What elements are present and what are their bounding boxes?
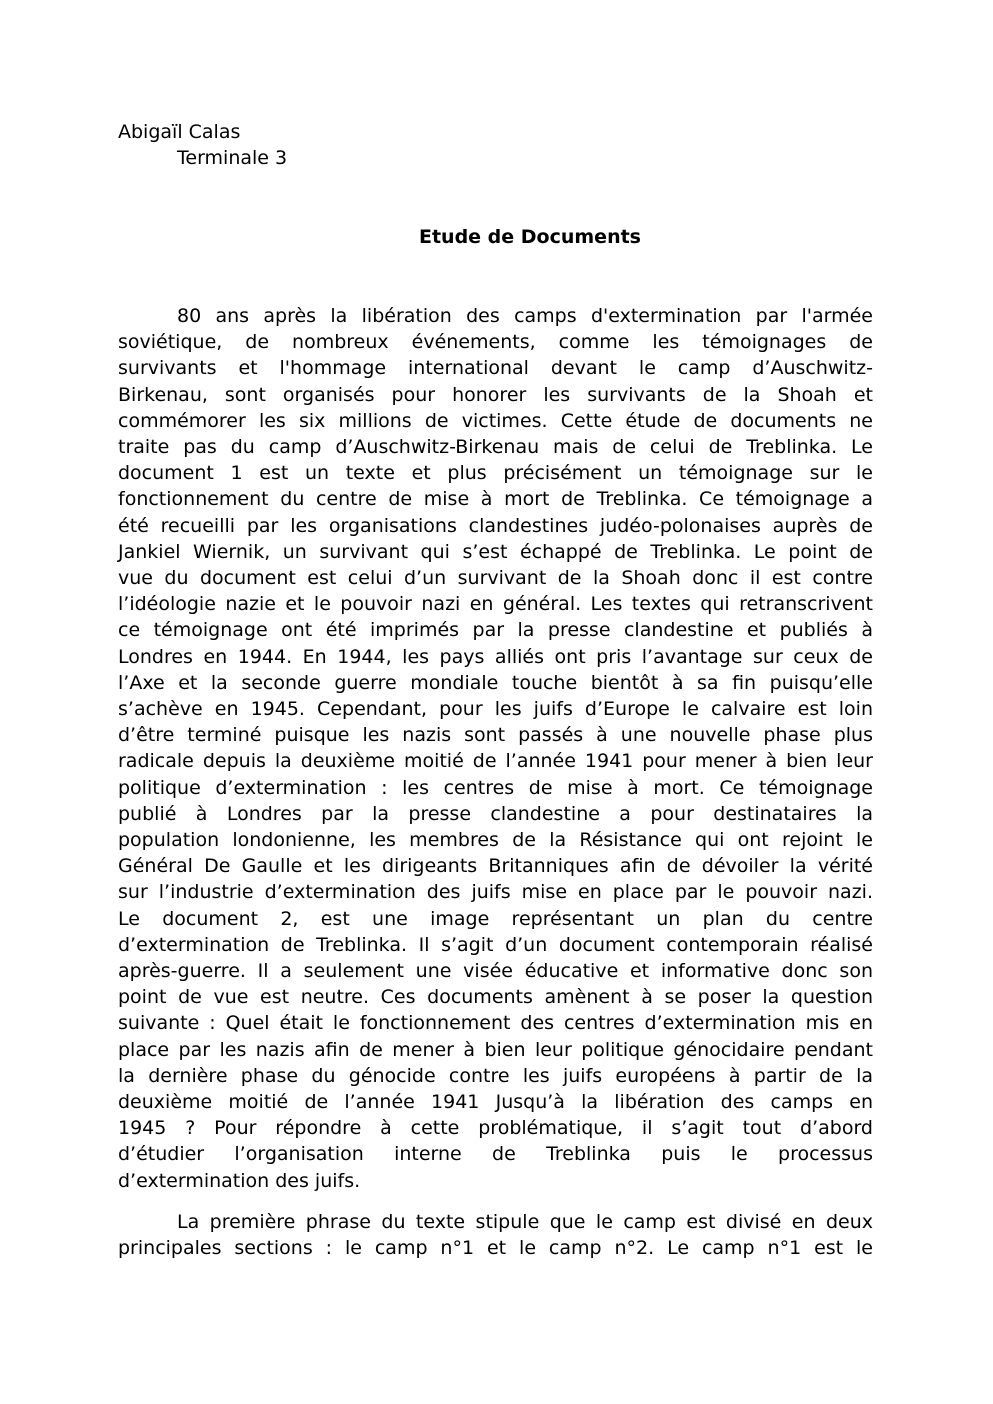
text-line: d’extermination des juifs. xyxy=(118,1169,361,1192)
text-line: d’étudier l’organisation interne de Treblinka puis le processus xyxy=(118,1143,873,1166)
author-name: Abigaïl Calas xyxy=(118,121,241,143)
text-line: vue du document est celui d’un survivant de la Shoah donc il est contre xyxy=(118,567,873,589)
text-line: sur l’industrie d’extermination des juifs mise en place par le pouvoir nazi. xyxy=(118,881,873,904)
text-line: deuxième moitié de l’année 1941 Jusqu’à la libération des camps en xyxy=(118,1091,873,1113)
text-line: après-guerre. Il a seulement une visée éducative et informative donc son xyxy=(118,960,873,982)
text-line: commémorer les six millions de victimes. Cette étude de documents ne xyxy=(118,409,873,432)
text-line: fonctionnement du centre de mise à mort de Treblinka. Ce témoignage a xyxy=(118,488,873,511)
text-line: principales sections : le camp n°1 et le camp n°2. Le camp n°1 est le xyxy=(118,1237,873,1260)
text-line: Le document 2, est une image représentant un plan du centre xyxy=(118,907,873,930)
text-line: ce témoignage ont été imprimés par la presse clandestine et publiés à xyxy=(118,619,873,642)
class-name: Terminale 3 xyxy=(177,147,288,169)
text-line: radicale depuis la deuxième moitié de l’année 1941 pour mener à bien leur xyxy=(118,750,873,773)
text-line: document 1 est un texte et plus précisément un témoignage sur le xyxy=(118,462,873,485)
text-line: publié à Londres par la presse clandestine a pour destinataires la xyxy=(118,802,873,825)
text-line: survivants et l'hommage international devant le camp d’Auschwitz- xyxy=(118,357,873,380)
text-line: soviétique, de nombreux événements, comme les témoignages de xyxy=(118,331,873,354)
text-line: la dernière phase du génocide contre les juifs européens à partir de la xyxy=(118,1064,873,1087)
text-line: point de vue est neutre. Ces documents amènent à se poser la question xyxy=(118,986,873,1009)
text-line: d’être terminé puisque les nazis sont passés à une nouvelle phase plus xyxy=(118,724,873,747)
text-line: été recueilli par les organisations clandestines judéo-polonaises auprès de xyxy=(118,514,873,537)
text-line: s’achève en 1945. Cependant, pour les juifs d’Europe le calvaire est loin xyxy=(118,698,873,720)
text-line: traite pas du camp d’Auschwitz-Birkenau mais de celui de Treblinka. Le xyxy=(118,436,873,458)
text-line: l’idéologie nazie et le pouvoir nazi en général. Les textes qui retranscrivent xyxy=(118,593,873,616)
text-line: La première phrase du texte stipule que le camp est divisé en deux xyxy=(177,1211,873,1233)
text-line: 80 ans après la libération des camps d'extermination par l'armée xyxy=(177,305,873,327)
text-line: population londonienne, les membres de la Résistance qui ont rejoint le xyxy=(118,829,873,851)
text-line: suivante : Quel était le fonctionnement des centres d’extermination mis en xyxy=(118,1012,873,1035)
text-line: politique d’extermination : les centres de mise à mort. Ce témoignage xyxy=(118,776,873,799)
document-title: Etude de Documents xyxy=(418,226,641,248)
text-line: Général De Gaulle et les dirigeants Britanniques afin de dévoiler la vérité xyxy=(118,855,873,878)
text-line: d’extermination de Treblinka. Il s’agit d’un document contemporain réalisé xyxy=(118,933,873,956)
text-line: Jankiel Wiernik, un survivant qui s’est échappé de Treblinka. Le point de xyxy=(118,540,873,563)
text-line: l’Axe et la seconde guerre mondiale touche bientôt à sa fin puisqu’elle xyxy=(118,671,873,694)
text-line: Birkenau, sont organisés pour honorer les survivants de la Shoah et xyxy=(118,383,873,406)
text-line: 1945 ? Pour répondre à cette problématique, il s’agit tout d’abord xyxy=(118,1117,873,1140)
text-line: Londres en 1944. En 1944, les pays alliés ont pris l’avantage sur ceux de xyxy=(118,645,873,668)
text-line: place par les nazis afin de mener à bien leur politique génocidaire pendant xyxy=(118,1038,873,1061)
